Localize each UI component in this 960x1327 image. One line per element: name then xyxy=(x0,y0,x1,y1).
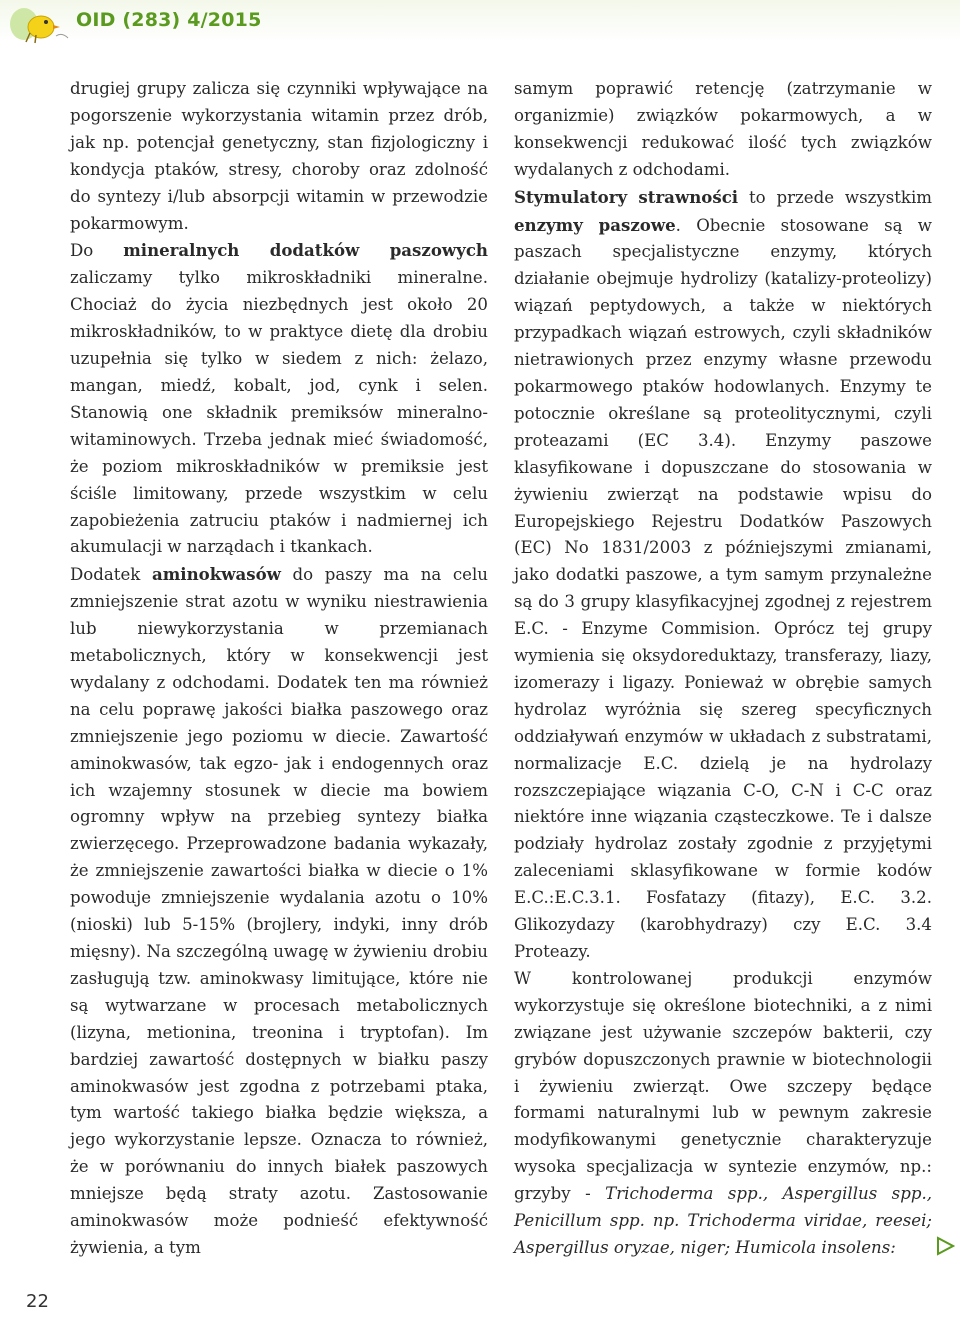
bold-term: mineralnych dodatków paszowych xyxy=(123,240,488,261)
right-column xyxy=(514,76,932,1262)
italic-species: Trichoderma spp., Aspergillus spp., Penicillum spp. xyxy=(514,1184,932,1231)
bold-term: Stymulatory strawności xyxy=(514,186,739,207)
paragraph-retention xyxy=(514,76,932,184)
bold-term: aminokwasów xyxy=(151,564,281,585)
paragraph-enzyme-production xyxy=(514,966,932,1262)
chick-logo-icon xyxy=(8,2,70,44)
paragraph-text xyxy=(645,1211,653,1230)
paragraph-text: Do xyxy=(70,241,124,261)
paragraph-text: Dodatek xyxy=(70,565,152,585)
paragraph-amino-acids xyxy=(70,561,488,1262)
paragraph-text: . Obecnie stosowane są w paszach specjalistyczne enzymy, których działanie obejmuje hydrolizy (katalizy-proteolizy) wiązań peptydowych, a także w niektórych przypadkach wiązań estrowych, czyli składników nietrawionych przez enzymy własne przewodu pokarmowego ptaków hodowlanych. Enzymy te potocznie określane są proteolitycznymi, czyli proteazami (EC 3.4). Enzymy paszowe klasyfikowane i dopuszczane do stosowania w żywieniu zwierząt na podstawie wpisu do Europejskiego Rejestru Dodatków Paszowych (EC) No 1831/2003 z późniejszymi zmianami, jako dodatki paszowe, a tym samym przynależne są do 3 grupy klasyfikacyjnej zgodnej z rejestrem E.C. - Enzyme Commision. Oprócz tej grupy wymienia się oksydoreduktazy, transferazy, liazy, izomerazy i ligazy. Ponieważ w obrębie samych hydrolaz wyróżnia się szereg specyficznych oddziaływań enzymów w układach z substratami, normalizacje E.C. dzielą je na hydrolazy rozszczepiające wiązania C-O, C-N i C-C oraz niektóre inne wiązania cząsteczkowe. Te i dalsze podziały hydrolaz zostały zgodnie z przyjętymi zaleceniami sklasyfikowane w formie kodów E.C.:E.C.3.1. Fosfatazy (fitazy), E.C. 3.2. Glikozydazy (karobhydrazy) czy E.C. 3.4 Proteazy. xyxy=(514,215,932,961)
paragraph-text: samym poprawić retencję (zatrzymanie w organizmie) związków pokarmowych, a w konsekwencji redukować ilość tych związków wydalanych z odchodami. xyxy=(514,79,932,179)
paragraph-text: do paszy ma na celu zmniejszenie strat azotu w wyniku niestrawienia lub niewykorzystania w przemianach metabolicznych, który w konsekwencji jest wydalany z odchodami. Dodatek ten ma również na celu poprawę jakości białka paszowego oraz zmniejszenie jego poziomu w diecie. Zawartość aminokwasów, tak egzo- jak i endogennych oraz ich wzajemny stosunek w diecie ma bowiem ogromny wpływ na przebieg syntezy białka zwierzęcego. Przeprowadzone badania wykazały, że zmniejszenie zawartości białka w diecie o 1% powoduje zmniejszenie wydalania azotu o 10% (nioski) lub 5-15% (brojlery, indyki, inny drób mięsny). Na szczególną uwagę w żywieniu drobiu zasługują tzw. aminokwasy limitujące, które nie są wytwarzane w procesach metabolicznych (lizyna, metionina, treonina i tryptofan). Im bardziej zawartość dostępnych w białku paszy aminokwasów jest zgodna z potrzebami ptaka, tym wartość takiego białka będzie większa, a jego wykorzystanie lepsze. Oznacza to również, że w porównaniu do innych białek paszowych mniejsze będą straty azotu. Zastosowanie aminokwasów może podnieść efektywność żywienia, a tym xyxy=(70,565,488,1257)
italic-species: np. Trichoderma viridae, reesei; Aspergillus oryzae, niger; Humicola insolens: xyxy=(514,1211,933,1257)
page-header xyxy=(0,0,960,46)
journal-title: OID (283) 4/2015 xyxy=(76,9,262,31)
bold-term: enzymy paszowe xyxy=(514,214,676,235)
paragraph-text: drugiej grupy zalicza się czynniki wpływające na pogorszenie wykorzystania witamin przez drób, jak np. potencjał genetyczny, stan fizjologiczny i kondycja ptaków, stresy, choroby oraz zdolność do syntezy i/lub absorpcji witamin w przewodzie pokarmowym. xyxy=(70,79,488,233)
continue-arrow-icon xyxy=(935,1236,955,1256)
paragraph-vitamin-factors xyxy=(70,76,488,237)
paragraph-text: W kontrolowanej produkcji enzymów wykorzystuje się określone biotechniki, a z nimi związane jest używanie szczepów bakterii, czy grybów dopuszczonych prawnie w biotechnologii i żywieniu zwierząt. Owe szczepy będące formami naturalnymi lub w pewnym zakresie modyfikowanymi genetycznie charakteryzuje wysoka specjalizacja w syntezie enzymów, np.: grzyby - xyxy=(514,968,932,1204)
left-column xyxy=(70,76,488,1262)
page-number: 22 xyxy=(26,1291,49,1312)
paragraph-text: to przede wszystkim xyxy=(738,187,932,207)
paragraph-mineral-additives xyxy=(70,237,488,561)
paragraph-enzymes xyxy=(514,184,932,966)
paragraph-text: zaliczamy tylko mikroskładniki mineralne. Chociaż do życia niezbędnych jest około 20 mikroskładników, to w praktyce dietę dla drobiu uzupełnia się tylko w siedem z nich: żelazo, mangan, miedź, kobalt, jod, cynk i selen. Stanowią one składnik premiksów mineralno-witaminowych. Trzeba jednak mieć świadomość, że poziom mikroskładników w premiksie jest ściśle limitowany, przede wszystkim w celu zapobieżenia zatruciu ptaków i nadmiernej ich akumulacji w narządach i tkankach. xyxy=(70,268,488,557)
